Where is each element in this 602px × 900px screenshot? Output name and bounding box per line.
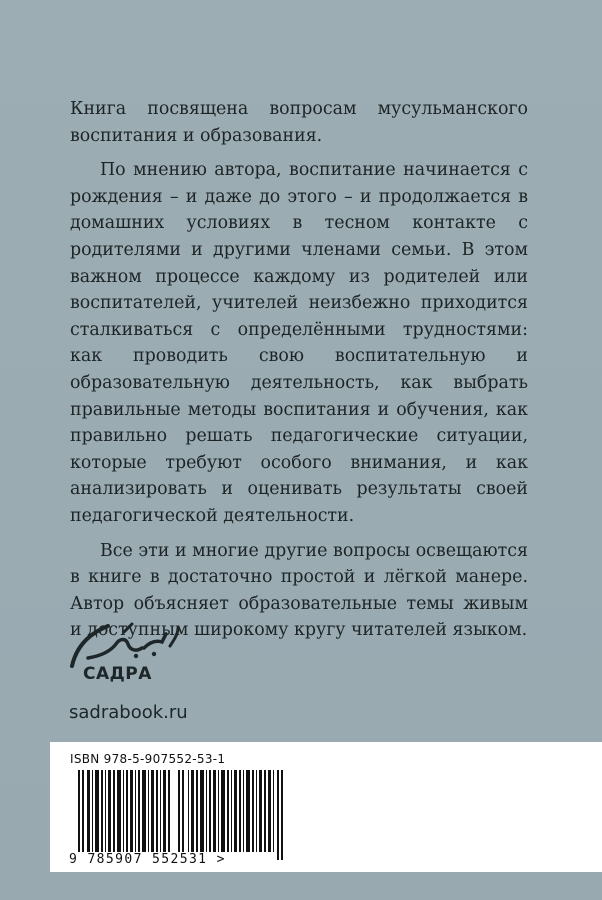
publisher-logo-caption: САДРА bbox=[83, 664, 152, 684]
barcode-icon bbox=[78, 770, 293, 860]
isbn-label: ISBN 978-5-907552-53-1 bbox=[70, 752, 226, 766]
book-description bbox=[70, 96, 528, 652]
publisher-website: sadrabook.ru bbox=[69, 702, 188, 723]
barcode-panel bbox=[50, 742, 602, 872]
description-paragraph-2: По мнению автора, воспитание начинается с рождения – и даже до этого – и продолжается в домашних условиях в тесном контакте с родителями и другими членами семьи. В этом важном процессе каждому из родителей или воспитателей, учителей неизбежно приходится сталкиваться с определёнными трудностями: как проводить свою воспитательную и образовательную деятельность, как выбрать правильные методы воспитания и обучения, как правильно решать педагогические ситуации, которые требуют особого внимания, и как анализировать и оценивать результаты своей педагогической деятельности. bbox=[70, 160, 528, 526]
description-paragraph-3: Все эти и многие другие вопросы освещаются в книге в достаточно простой и лёгкой манере. Автор объясняет образовательные темы живым и доступным широкому кругу читателей языком. bbox=[70, 540, 528, 641]
description-paragraph-1: Книга посвящена вопросам мусульманского воспитания и образования. bbox=[70, 99, 528, 146]
barcode-digits: 9 785907 552531 > bbox=[69, 852, 226, 867]
